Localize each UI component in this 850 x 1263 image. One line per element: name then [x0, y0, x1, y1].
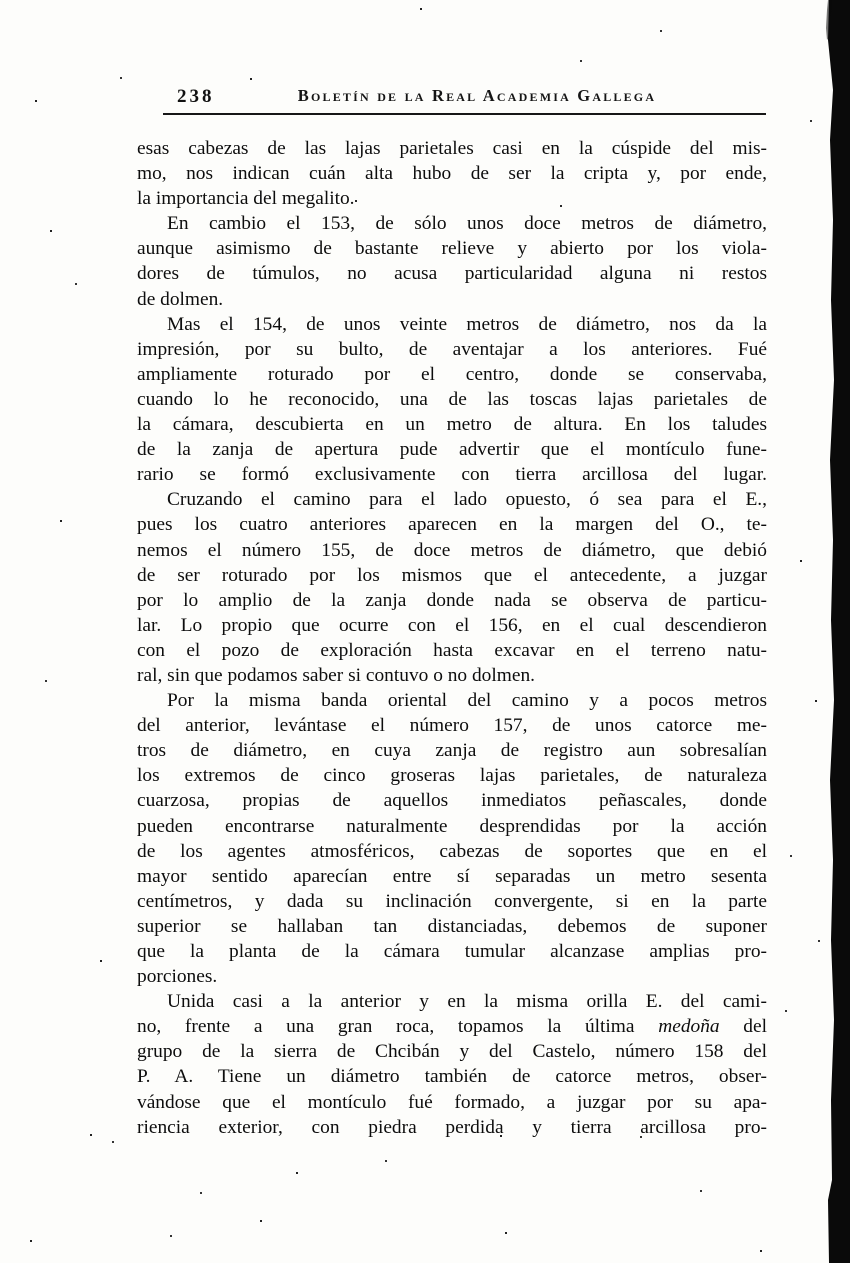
text-line: de los agentes atmosféricos, cabezas de soportes que en el — [137, 840, 767, 862]
text-line: P. A. Tiene un diámetro también de catorce metros, obser- — [137, 1066, 767, 1088]
text-line: centímetros, y dada su inclinación convergente, si en la parte — [137, 890, 767, 912]
text-line: mo, nos indican cuán alta hubo de ser la cripta y, por ende, — [137, 163, 767, 185]
text-line — [137, 1014, 767, 1039]
text-line: tros de diámetro, en cuya zanja de registro aun sobresalían — [137, 740, 767, 762]
text-line: vándose que el montículo fué formado, a juzgar por su apa- — [137, 1091, 767, 1113]
paragraph — [137, 989, 767, 1140]
paragraph — [137, 312, 767, 488]
paragraph — [137, 136, 767, 211]
text-line: la importancia del megalito. — [137, 188, 355, 210]
text-line: del anterior, levántase el número 157, de unos catorce me- — [137, 715, 767, 737]
text-line: Por la misma banda oriental del camino y a pocos metros — [167, 690, 767, 712]
text-line: superior se hallaban tan distanciadas, debemos de suponer — [137, 915, 767, 937]
text-line: mayor sentido aparecían entre sí separadas un metro sesenta — [137, 865, 767, 887]
text-line: dores de túmulos, no acusa particularidad alguna ni restos — [137, 263, 767, 285]
text-line: Mas el 154, de unos veinte metros de diámetro, nos da la — [167, 313, 767, 335]
paragraph — [137, 688, 767, 989]
text-line: de ser roturado por los mismos que el antecedente, a juzgar — [137, 564, 767, 586]
page-header — [137, 84, 767, 110]
text-line: porciones. — [137, 966, 218, 988]
text-line: cuando lo he reconocido, una de las toscas lajas parietales de — [137, 388, 767, 410]
text-line: pueden encontrarse naturalmente desprendidas por la acción — [137, 815, 767, 837]
text-line: Cruzando el camino para el lado opuesto, ó sea para el E., — [167, 489, 767, 511]
scan-edge-artifact — [826, 0, 850, 1263]
text-line: de la zanja de apertura pude advertir que el montículo fune- — [137, 439, 767, 461]
running-title: Boletín de la Real Academia Gallega — [297, 86, 657, 105]
text-line: ampliamente roturado por el centro, donde se conservaba, — [137, 363, 767, 385]
text-line: los extremos de cinco groseras lajas parietales, de naturaleza — [137, 765, 767, 787]
italic-term: medoña — [658, 1016, 720, 1038]
text-segment: del — [719, 1016, 767, 1038]
text-line: pues los cuatro anteriores aparecen en la margen del O., te- — [137, 514, 767, 536]
text-block — [137, 136, 767, 1140]
page-number: 238 — [177, 86, 215, 107]
text-line: riencia exterior, con piedra perdida y tierra arcillosa pro- — [137, 1116, 767, 1138]
text-line: la cámara, descubierta en un metro de altura. En los taludes — [137, 414, 767, 436]
text-line: con el pozo de exploración hasta excavar en el terreno natu- — [137, 639, 767, 661]
text-line: rario se formó exclusivamente con tierra arcillosa del lugar. — [137, 464, 767, 486]
text-line: esas cabezas de las lajas parietales casi en la cúspide del mis- — [137, 138, 767, 159]
text-line: ral, sin que podamos saber si contuvo o no dolmen. — [137, 664, 535, 686]
text-line: que la planta de la cámara tumular alcanzase amplias pro- — [137, 941, 767, 962]
text-segment: no, frente a una gran roca, topamos la última — [137, 1016, 659, 1038]
text-line: Unida casi a la anterior y en la misma orilla E. del cami- — [167, 991, 767, 1013]
text-line: cuarzosa, propias de aquellos inmediatos peñascales, donde — [137, 790, 767, 812]
scan-noise-specks — [0, 0, 2, 2]
text-line: aunque asimismo de bastante relieve y abierto por los viola- — [137, 238, 767, 260]
text-line: En cambio el 153, de sólo unos doce metros de diámetro, — [167, 213, 767, 235]
header-rule — [163, 113, 766, 115]
text-line: impresión, por su bulto, de aventajar a los anteriores. Fué — [137, 338, 767, 360]
text-line: por lo amplio de la zanja donde nada se observa de particu- — [137, 589, 767, 611]
text-line: lar. Lo propio que ocurre con el 156, en el cual descendieron — [137, 614, 767, 636]
paragraph — [137, 487, 767, 688]
text-line: grupo de la sierra de Chcibán y del Castelo, número 158 del — [137, 1041, 767, 1063]
text-line: de dolmen. — [137, 288, 224, 310]
text-line: nemos el número 155, de doce metros de diámetro, que debió — [137, 539, 767, 561]
paragraph — [137, 211, 767, 311]
